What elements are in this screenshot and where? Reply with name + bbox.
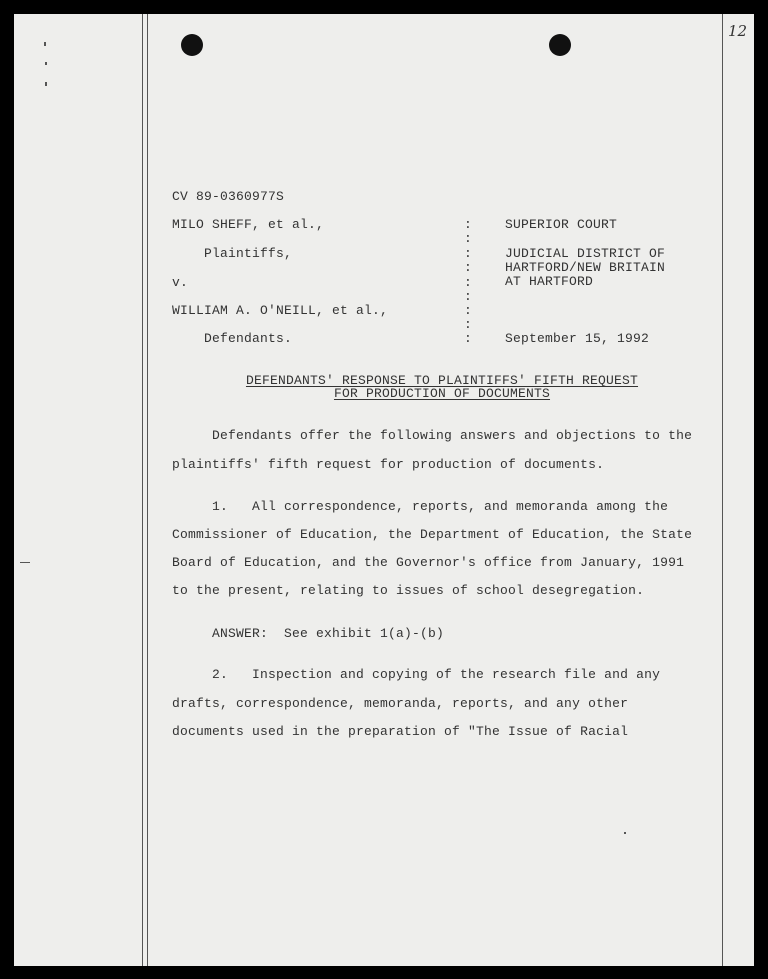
filing-date: September 15, 1992 [505, 331, 650, 346]
left-margin-line [142, 14, 143, 966]
document-page [14, 14, 754, 966]
document-title-line-2: FOR PRODUCTION OF DOCUMENTS [333, 386, 551, 401]
plaintiff-role: Plaintiffs, [204, 246, 293, 261]
versus: v. [172, 275, 189, 290]
request-1-line: to the present, relating to issues of school desegregation. [172, 583, 645, 598]
caption-separator: : [464, 260, 472, 275]
document-title-line-1: DEFENDANTS' RESPONSE TO PLAINTIFFS' FIFTH REQUEST [245, 373, 639, 388]
case-number: CV 89-0360977S [172, 189, 285, 204]
request-1-line: Board of Education, and the Governor's office from January, 1991 [172, 555, 685, 570]
district-line-2: HARTFORD/NEW BRITAIN [505, 260, 666, 275]
caption-separator: : [464, 246, 472, 261]
punch-hole-left [181, 34, 203, 56]
margin-speck [45, 62, 47, 65]
caption-separator: : [464, 317, 472, 332]
district-line-3: AT HARTFORD [505, 274, 594, 289]
caption-separator: : [464, 331, 472, 346]
left-margin-line-inner [147, 14, 148, 966]
intro-line: Defendants offer the following answers and objections to the [172, 428, 693, 443]
request-1-line: 1. All correspondence, reports, and memoranda among the [172, 499, 669, 514]
caption-separator: : [464, 303, 472, 318]
caption-separator: : [464, 231, 472, 246]
request-2-line: 2. Inspection and copying of the research file and any [172, 667, 661, 682]
answer-1: ANSWER: See exhibit 1(a)-(b) [172, 626, 445, 641]
plaintiff-name: MILO SHEFF, et al., [172, 217, 325, 232]
paper-speck [20, 562, 30, 563]
request-1-line: Commissioner of Education, the Department of Education, the State [172, 527, 693, 542]
paper-speck [624, 832, 626, 834]
court-name: SUPERIOR COURT [505, 217, 618, 232]
punch-hole-right [549, 34, 571, 56]
request-2-line: drafts, correspondence, memoranda, reports, and any other [172, 696, 629, 711]
handwritten-page-number: 12 [728, 22, 748, 40]
defendant-role: Defendants. [204, 331, 293, 346]
caption-separator: : [464, 275, 472, 290]
request-2-line: documents used in the preparation of "The Issue of Racial [172, 724, 629, 739]
intro-line: plaintiffs' fifth request for production of documents. [172, 457, 605, 472]
right-margin-line [722, 14, 723, 966]
caption-separator: : [464, 217, 472, 232]
margin-speck [44, 42, 46, 46]
margin-speck [45, 82, 47, 86]
caption-separator: : [464, 289, 472, 304]
district-line-1: JUDICIAL DISTRICT OF [505, 246, 666, 261]
defendant-name: WILLIAM A. O'NEILL, et al., [172, 303, 389, 318]
